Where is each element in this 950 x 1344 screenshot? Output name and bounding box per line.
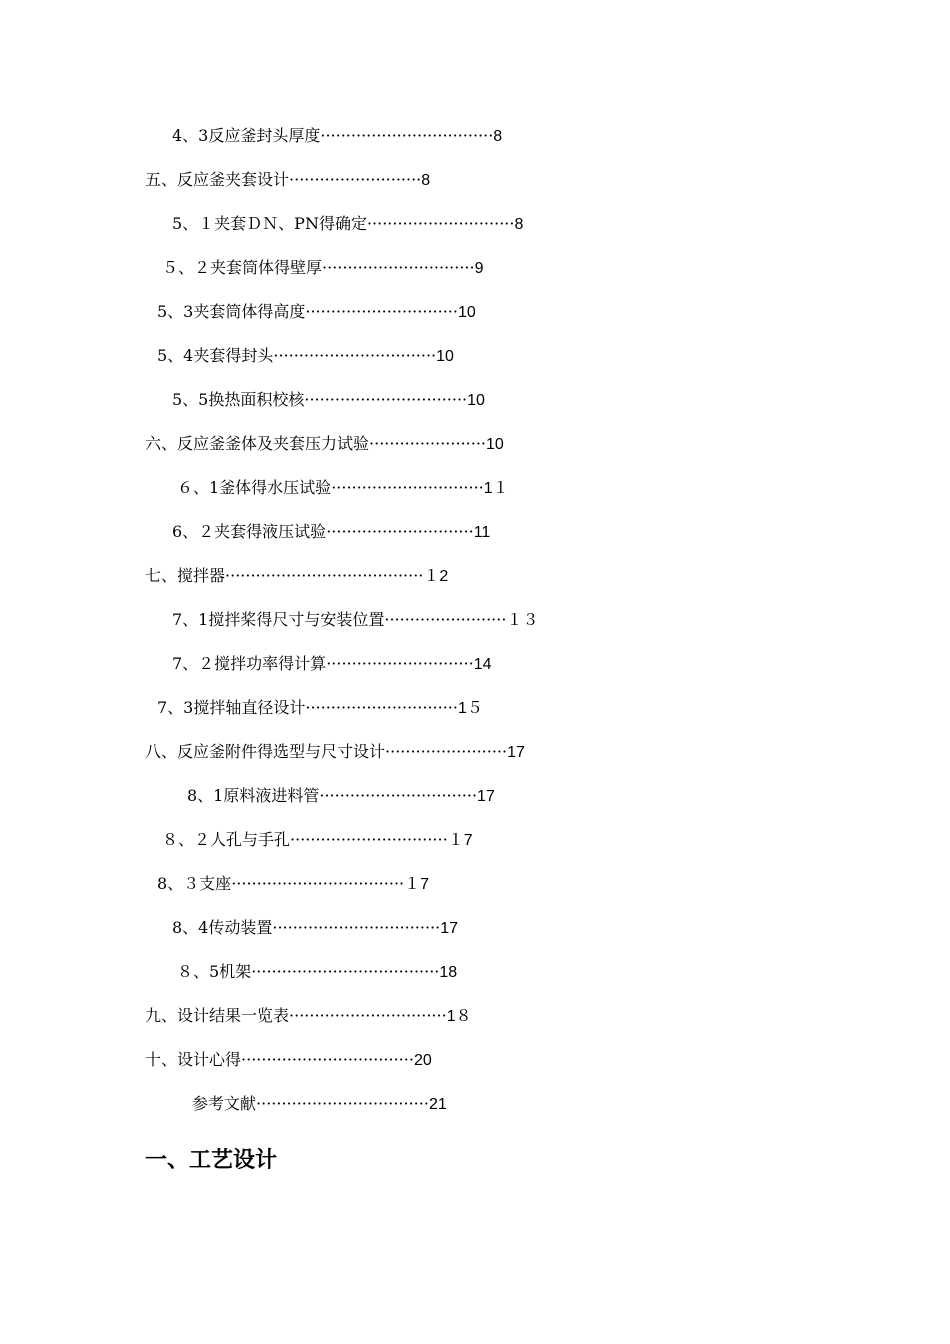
toc-entry [172,211,523,237]
toc-entry [187,783,495,809]
toc-entry [157,299,476,325]
toc-entry-label: 7、1搅拌桨得尺寸与安装位置 [172,610,385,629]
toc-entry-label: ６、1釜体得水压试验 [177,478,332,497]
toc-leader-dots: ······························ [305,302,458,321]
toc-entry-page: １7 [404,876,430,893]
toc-entry-label: 6、２夹套得液压试验 [172,522,327,541]
toc-entry-page: 14 [473,656,492,673]
toc-leader-dots: ····························· [326,654,474,673]
toc-entry [145,167,430,193]
toc-leader-dots: ·························· [289,170,422,189]
toc-entry [172,387,485,413]
toc-leader-dots: ································ [273,346,437,365]
toc-leader-dots: ······························ [331,478,484,497]
toc-entry-page: 1１ [483,480,509,497]
toc-entry [177,475,509,501]
toc-entry-label: 5、１夹套ＤＮ、PN得确定 [172,214,367,233]
toc-entry-page: １３ [506,612,539,629]
toc-entry-label: 十、设计心得 [145,1050,242,1069]
toc-entry-page: 17 [507,744,525,761]
toc-entry-page: １7 [447,832,473,849]
toc-entry-page: 8 [421,172,431,189]
toc-entry [172,607,538,633]
toc-entry [145,1003,472,1029]
toc-entry [145,739,525,765]
toc-entry-label: 5、4夹套得封头 [157,346,274,365]
toc-entry-label: 8、1原料液进料管 [187,786,320,805]
toc-entry-page: 1５ [457,700,483,717]
toc-entry-page: 11 [473,524,491,541]
toc-entry-page: 10 [436,348,454,365]
toc-entry [145,563,448,589]
toc-entry-page: 9 [474,260,484,277]
toc-entry-label: 八、反应釜附件得选型与尺寸设计 [145,742,386,761]
toc-entry-label: 参考文献 [192,1094,257,1113]
toc-entry-label: ８、２人孔与手孔 [162,830,291,849]
toc-entry-label: 7、２搅拌功率得计算 [172,654,327,673]
toc-entry-page: 10 [486,436,504,453]
toc-entry [172,519,490,545]
toc-leader-dots: ······························· [319,786,478,805]
toc-leader-dots: ·································· [256,1094,429,1113]
toc-leader-dots: ································· [272,918,441,937]
toc-entry-page: 18 [439,964,458,981]
toc-entry [172,915,458,941]
toc-entry-label: ８、5机架 [177,962,252,981]
section-heading: 一、工艺设计 [145,1148,278,1173]
toc-entry [145,1047,432,1073]
toc-entry-page: 10 [457,304,476,321]
toc-entry-label: ５、２夹套筒体得壁厚 [162,258,323,277]
toc-entry-label: 九、设计结果一览表 [145,1006,290,1025]
toc-leader-dots: ······················· [369,434,486,453]
toc-leader-dots: ·································· [241,1050,414,1069]
toc-leader-dots: ························ [385,742,508,761]
toc-entry-page: １2 [423,568,449,585]
toc-entry-label: 六、反应釜釜体及夹套压力试验 [145,434,370,453]
toc-entry [177,959,457,985]
toc-entry [162,255,484,281]
toc-entry-page: 8 [493,128,503,145]
toc-entry [192,1091,447,1117]
toc-entry-page: 8 [514,216,524,233]
toc-entry-page: 21 [428,1096,447,1113]
toc-entry-page: 17 [477,788,495,805]
toc-leader-dots: ······························ [322,258,475,277]
toc-leader-dots: ······································· [225,566,424,585]
toc-leader-dots: ······························ [305,698,458,717]
toc-leader-dots: ······························· [290,830,448,849]
toc-entry-label: 五、反应釜夹套设计 [145,170,290,189]
toc-entry [157,695,483,721]
toc-leader-dots: ····································· [251,962,440,981]
toc-leader-dots: ······························· [289,1006,447,1025]
toc-entry [157,871,429,897]
toc-leader-dots: ································ [304,390,468,409]
toc-entry-page: 20 [413,1052,432,1069]
toc-leader-dots: ····························· [326,522,474,541]
toc-leader-dots: ····························· [366,214,515,233]
toc-entry-label: 5、5换热面积校核 [172,390,305,409]
toc-entry-page: 17 [440,920,459,937]
toc-entry-label: 七、搅拌器 [145,566,226,585]
toc-leader-dots: ························ [384,610,507,629]
toc-entry [162,827,473,853]
toc-leader-dots: ·································· [320,126,494,145]
toc-entry-label: 8、３支座 [157,874,232,893]
toc-entry-label: 4、3反应釜封头厚度 [172,126,321,145]
toc-entry-label: 5、3夹套筒体得高度 [157,302,306,321]
toc-entry [145,431,504,457]
toc-entry [172,651,491,677]
toc-entry [172,123,502,149]
toc-entry-page: 1８ [446,1008,472,1025]
toc-entry-page: 10 [467,392,485,409]
toc-leader-dots: ·································· [231,874,405,893]
toc-entry-label: 7、3搅拌轴直径设计 [157,698,306,717]
toc-entry [157,343,454,369]
toc-entry-label: 8、4传动装置 [172,918,273,937]
